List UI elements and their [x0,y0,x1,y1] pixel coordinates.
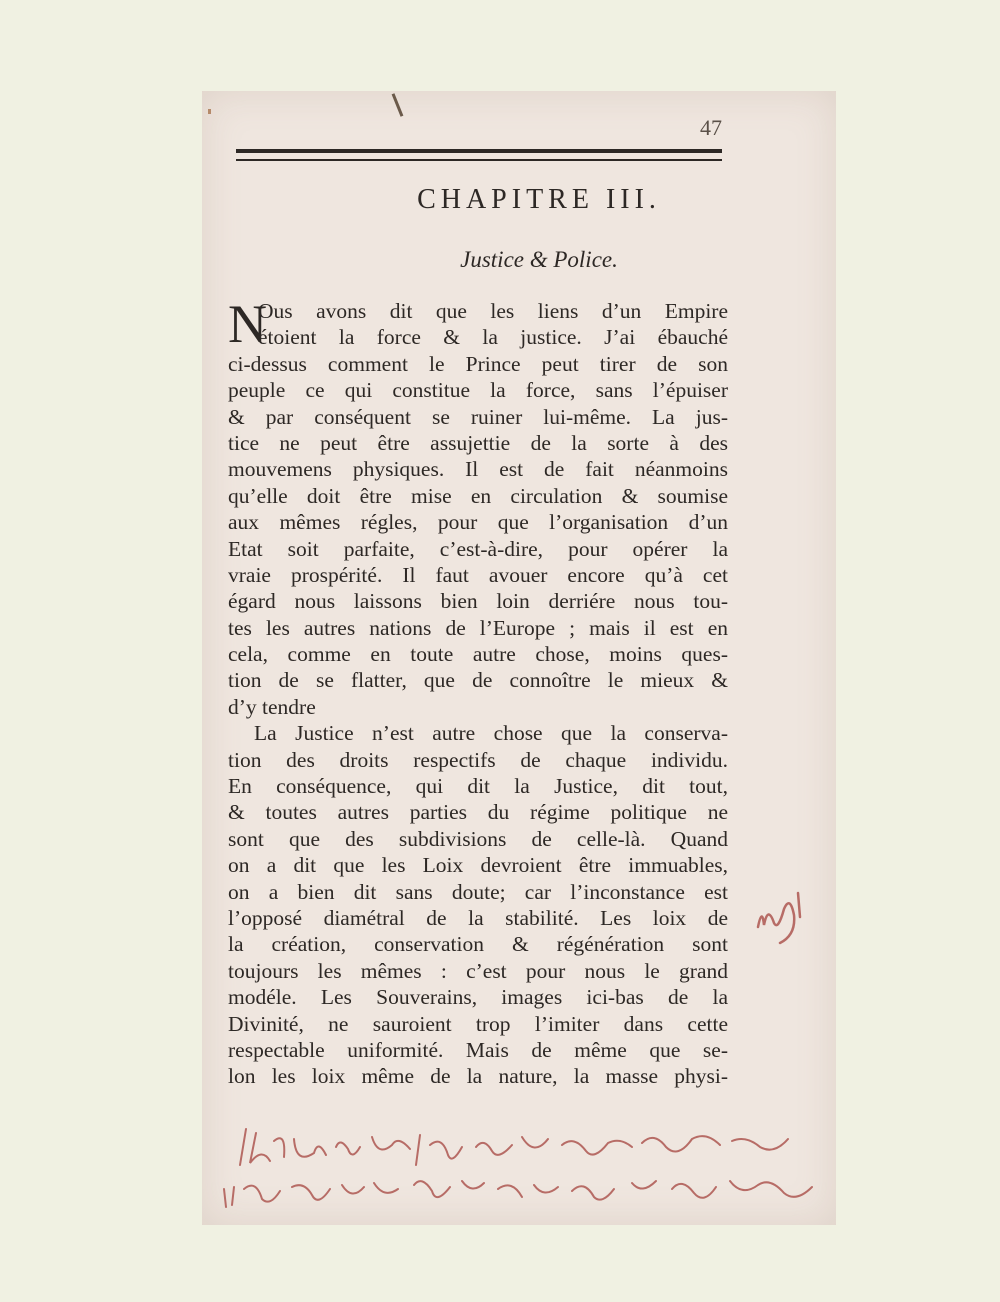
header-rule [236,149,722,161]
text-line: Divinité, ne sauroient trop l’imiter dans cette [228,1011,728,1036]
page-blemish [392,93,404,116]
text-line: La Justice n’est autre chose que la conserva- [254,721,728,746]
text-line: l’opposé diamétral de la stabilité. Les loix de [228,905,728,930]
chapter-title: CHAPITRE III. [417,184,661,215]
text-line: respectable uniformité. Mais de même que se- [228,1037,728,1062]
text-line: on a bien dit sans doute; car l’inconstance est [228,879,728,904]
text-line: tice ne peut être assujettie de la sorte à des [228,430,728,455]
section-title: Justice & Police. [460,247,618,272]
text-line: tion de se flatter, que de connoître le mieux & [228,668,728,693]
text-line: cela, comme en toute autre chose, moins ques- [228,642,728,667]
text-line: étoient la force & la justice. J’ai ébauché [258,325,728,350]
text-line: tes les autres nations de l’Europe ; mais il est en [228,615,728,640]
page-number: 47 [700,115,722,140]
drop-cap: N [228,294,267,354]
text-line: peuple ce qui constitue la force, sans l’épuiser [228,378,728,403]
text-line: Ous avons dit que les liens d’un Empire [258,299,728,323]
text-line: tion des droits respectifs de chaque individu. [228,747,728,772]
margin-handwritten-mark [750,887,810,947]
text-line: aux mêmes régles, pour que l’organisation d’un [228,510,728,535]
text-line: toujours les mêmes : c’est pour nous le grand [228,958,728,983]
text-line: Etat soit parfaite, c’est-à-dire, pour opérer la [228,536,728,561]
text-line: En conséquence, qui dit la Justice, dit tout, [228,774,728,799]
text-line: lon les loix même de la nature, la masse physi- [228,1064,728,1089]
text-line: sont que des subdivisions de celle-là. Quand [228,826,728,851]
margin-pencil-mark [208,109,211,114]
text-line: & toutes autres parties du régime politique ne [228,800,728,825]
handwritten-annotation [222,1117,822,1212]
text-line: la création, conservation & régénération sont [228,932,728,957]
text-line: ci-dessus comment le Prince peut tirer de son [228,351,728,376]
book-page [202,91,836,1225]
text-line: mouvemens physiques. Il est de fait néanmoins [228,457,728,482]
text-line: modéle. Les Souverains, images ici-bas de la [228,985,728,1010]
text-line: & par conséquent se ruiner lui-même. La jus- [228,404,728,429]
text-line: on a dit que les Loix devroient être immuables, [228,853,728,878]
text-line: qu’elle doit être mise en circulation & soumise [228,483,728,508]
body-text [228,294,728,1090]
text-line: égard nous laissons bien loin derriére nous tou- [228,589,728,614]
text-line: d’y tendre [228,694,316,719]
text-line: vraie prospérité. Il faut avouer encore qu’à cet [228,562,728,587]
